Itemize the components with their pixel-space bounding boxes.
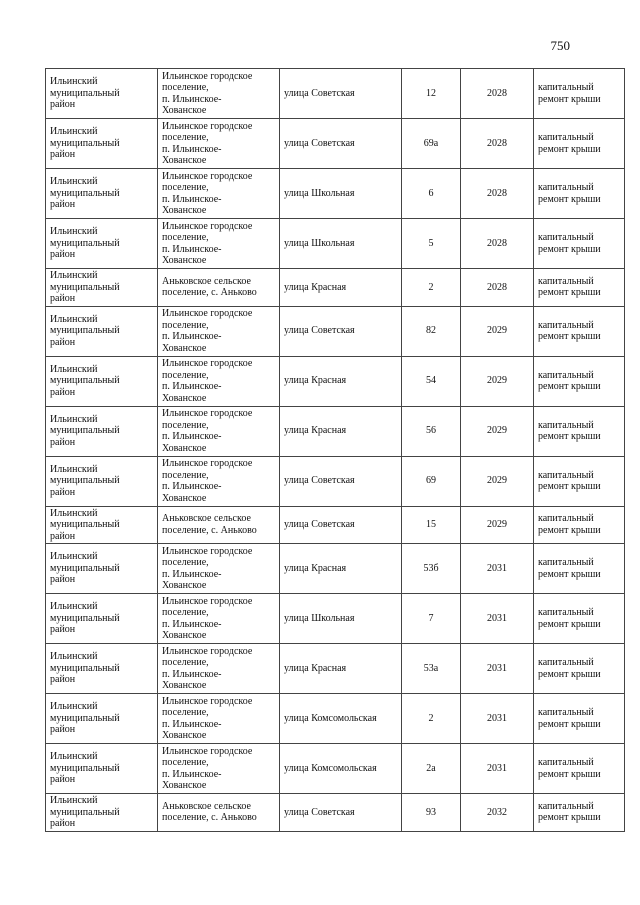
district-cell-line: район bbox=[50, 436, 76, 448]
work-type-cell-line: ремонт крыши bbox=[538, 812, 601, 824]
district-cell-line: Ильинский bbox=[50, 270, 98, 281]
year-cell: 2028 bbox=[461, 169, 534, 219]
settlement-cell-line: Хованское bbox=[162, 105, 207, 116]
house-number-cell: 7 bbox=[402, 594, 461, 644]
work-type-cell-line: капитальный bbox=[538, 800, 594, 812]
settlement-cell-line: поселение, bbox=[162, 419, 209, 431]
street-cell: улица Школьная bbox=[280, 169, 402, 219]
table-row bbox=[46, 506, 625, 544]
work-type-cell bbox=[534, 356, 625, 406]
settlement-cell bbox=[158, 306, 280, 356]
district-cell-line: район bbox=[50, 293, 76, 304]
house-number-cell: 2 bbox=[402, 269, 461, 307]
district-cell-line: район bbox=[50, 249, 76, 261]
settlement-cell-line: п. Ильинское- bbox=[162, 768, 222, 780]
settlement-cell bbox=[158, 694, 280, 744]
settlement-cell-line: Ильинское городское bbox=[162, 70, 253, 82]
district-cell-line: Ильинский bbox=[50, 795, 98, 806]
district-cell-line: Ильинский bbox=[50, 551, 98, 563]
work-type-cell-line: ремонт крыши bbox=[538, 718, 601, 730]
table-row bbox=[46, 694, 625, 744]
work-type-cell-line: капитальный bbox=[538, 557, 594, 568]
street-cell: улица Советская bbox=[280, 506, 402, 544]
settlement-cell bbox=[158, 794, 280, 832]
district-cell bbox=[46, 169, 158, 219]
work-type-cell-line: капитальный bbox=[538, 369, 594, 381]
district-cell-line: Ильинский bbox=[50, 363, 98, 375]
work-type-cell-line: капитальный bbox=[538, 132, 594, 143]
table-row bbox=[46, 69, 625, 119]
district-cell bbox=[46, 694, 158, 744]
house-number-cell: 53а bbox=[402, 644, 461, 694]
work-type-cell-line: ремонт крыши bbox=[538, 93, 601, 105]
house-number-cell: 6 bbox=[402, 169, 461, 219]
street-cell: улица Красная bbox=[280, 544, 402, 594]
district-cell bbox=[46, 644, 158, 694]
year-cell: 2028 bbox=[461, 269, 534, 307]
settlement-cell-line: поселение, bbox=[162, 607, 209, 618]
settlement-cell bbox=[158, 269, 280, 307]
district-cell-line: Ильинский bbox=[50, 413, 98, 425]
settlement-cell-line: поселение, с. Аньково bbox=[162, 524, 257, 536]
settlement-cell-line: п. Ильинское- bbox=[162, 331, 222, 342]
work-type-cell-line: ремонт крыши bbox=[538, 618, 601, 630]
settlement-cell bbox=[158, 594, 280, 644]
settlement-cell-line: п. Ильинское- bbox=[162, 618, 222, 630]
settlement-cell-line: Хованское bbox=[162, 255, 207, 266]
work-type-cell bbox=[534, 119, 625, 169]
table-row bbox=[46, 119, 625, 169]
street-cell: улица Советская bbox=[280, 119, 402, 169]
settlement-cell-line: п. Ильинское- bbox=[162, 568, 222, 580]
year-cell: 2031 bbox=[461, 694, 534, 744]
table-row bbox=[46, 794, 625, 832]
settlement-cell bbox=[158, 69, 280, 119]
work-type-cell-line: капитальный bbox=[538, 707, 594, 718]
work-type-cell-line: капитальный bbox=[538, 275, 594, 287]
table-row bbox=[46, 456, 625, 506]
settlement-cell-line: поселение, bbox=[162, 132, 209, 143]
settlement-cell-line: Хованское bbox=[162, 730, 207, 741]
house-number-cell: 56 bbox=[402, 406, 461, 456]
settlement-cell-line: Ильинское городское bbox=[162, 220, 253, 232]
work-type-cell-line: ремонт крыши bbox=[538, 431, 601, 442]
work-type-cell-line: ремонт крыши bbox=[538, 193, 601, 205]
settlement-cell-line: п. Ильинское- bbox=[162, 718, 222, 730]
work-type-cell-line: ремонт крыши bbox=[538, 243, 601, 255]
work-type-cell-line: капитальный bbox=[538, 182, 594, 193]
year-cell: 2031 bbox=[461, 744, 534, 794]
district-cell-line: Ильинский bbox=[50, 701, 98, 713]
table-row bbox=[46, 269, 625, 307]
district-cell-line: район bbox=[50, 149, 76, 161]
house-number-cell: 82 bbox=[402, 306, 461, 356]
district-cell-line: муниципальный bbox=[50, 762, 120, 774]
work-type-cell-line: капитальный bbox=[538, 82, 594, 93]
work-type-cell bbox=[534, 169, 625, 219]
settlement-cell bbox=[158, 406, 280, 456]
table-row bbox=[46, 406, 625, 456]
year-cell: 2029 bbox=[461, 306, 534, 356]
settlement-cell-line: Ильинское городское bbox=[162, 120, 253, 132]
year-cell: 2031 bbox=[461, 594, 534, 644]
house-number-cell: 2а bbox=[402, 744, 461, 794]
district-cell-line: район bbox=[50, 574, 76, 586]
district-cell bbox=[46, 544, 158, 594]
year-cell: 2029 bbox=[461, 356, 534, 406]
work-type-cell bbox=[534, 694, 625, 744]
district-cell-line: Ильинский bbox=[50, 601, 98, 613]
work-type-cell-line: ремонт крыши bbox=[538, 287, 601, 299]
year-cell: 2031 bbox=[461, 644, 534, 694]
year-cell: 2028 bbox=[461, 69, 534, 119]
district-cell-line: Ильинский bbox=[50, 226, 98, 238]
year-cell: 2031 bbox=[461, 544, 534, 594]
street-cell: улица Советская bbox=[280, 456, 402, 506]
settlement-cell-line: Хованское bbox=[162, 392, 207, 404]
street-cell: улица Красная bbox=[280, 406, 402, 456]
settlement-cell-line: Хованское bbox=[162, 492, 207, 504]
district-cell-line: район bbox=[50, 724, 76, 736]
street-cell: улица Красная bbox=[280, 269, 402, 307]
settlement-cell-line: п. Ильинское- bbox=[162, 143, 222, 155]
district-cell-line: район bbox=[50, 774, 76, 786]
year-cell: 2029 bbox=[461, 456, 534, 506]
district-cell-line: Ильинский bbox=[50, 126, 98, 138]
settlement-cell bbox=[158, 644, 280, 694]
settlement-cell-line: поселение, bbox=[162, 232, 209, 243]
district-cell-line: Ильинский bbox=[50, 76, 98, 88]
settlement-cell bbox=[158, 219, 280, 269]
house-number-cell: 69 bbox=[402, 456, 461, 506]
work-type-cell bbox=[534, 744, 625, 794]
settlement-cell-line: п. Ильинское- bbox=[162, 431, 222, 442]
district-cell-line: Ильинский bbox=[50, 463, 98, 475]
district-cell-line: район bbox=[50, 624, 76, 636]
year-cell: 2028 bbox=[461, 219, 534, 269]
settlement-cell-line: поселение, bbox=[162, 369, 209, 381]
work-type-cell-line: ремонт крыши bbox=[538, 481, 601, 492]
settlement-cell-line: Хованское bbox=[162, 780, 207, 791]
work-type-cell-line: ремонт крыши bbox=[538, 143, 601, 155]
district-cell-line: район bbox=[50, 199, 76, 211]
year-cell: 2028 bbox=[461, 119, 534, 169]
house-number-cell: 15 bbox=[402, 506, 461, 544]
district-cell-line: муниципальный bbox=[50, 519, 120, 530]
year-cell: 2029 bbox=[461, 406, 534, 456]
work-type-cell-line: ремонт крыши bbox=[538, 768, 601, 780]
work-type-cell-line: ремонт крыши bbox=[538, 668, 601, 680]
district-cell bbox=[46, 269, 158, 307]
district-cell-line: Ильинский bbox=[50, 507, 98, 519]
settlement-cell-line: поселение, bbox=[162, 82, 209, 93]
table-row bbox=[46, 219, 625, 269]
table-row bbox=[46, 356, 625, 406]
district-cell-line: муниципальный bbox=[50, 806, 120, 818]
settlement-cell-line: Хованское bbox=[162, 205, 207, 216]
work-type-cell bbox=[534, 544, 625, 594]
district-cell-line: Ильинский bbox=[50, 651, 98, 663]
district-cell-line: район bbox=[50, 386, 76, 398]
settlement-cell-line: Хованское bbox=[162, 155, 207, 166]
table-row bbox=[46, 169, 625, 219]
year-cell: 2032 bbox=[461, 794, 534, 832]
district-cell bbox=[46, 594, 158, 644]
settlement-cell-line: Ильинское городское bbox=[162, 545, 253, 557]
district-cell-line: муниципальный bbox=[50, 475, 120, 487]
work-type-cell bbox=[534, 69, 625, 119]
settlement-cell-line: поселение, bbox=[162, 182, 209, 193]
settlement-cell bbox=[158, 356, 280, 406]
work-type-cell-line: ремонт крыши bbox=[538, 524, 601, 536]
table-row bbox=[46, 306, 625, 356]
work-type-cell bbox=[534, 794, 625, 832]
district-cell-line: район bbox=[50, 818, 76, 829]
district-cell-line: муниципальный bbox=[50, 662, 120, 674]
settlement-cell bbox=[158, 506, 280, 544]
district-cell-line: муниципальный bbox=[50, 562, 120, 574]
district-cell-line: муниципальный bbox=[50, 281, 120, 293]
district-cell-line: район bbox=[50, 674, 76, 686]
settlement-cell-line: поселение, bbox=[162, 707, 209, 718]
house-number-cell: 54 bbox=[402, 356, 461, 406]
district-cell bbox=[46, 356, 158, 406]
table-row bbox=[46, 744, 625, 794]
street-cell: улица Советская bbox=[280, 69, 402, 119]
settlement-cell bbox=[158, 456, 280, 506]
year-cell: 2029 bbox=[461, 506, 534, 544]
district-cell-line: район bbox=[50, 99, 76, 111]
district-cell bbox=[46, 456, 158, 506]
work-type-cell-line: капитальный bbox=[538, 607, 594, 618]
house-number-cell: 5 bbox=[402, 219, 461, 269]
settlement-cell-line: п. Ильинское- bbox=[162, 243, 222, 255]
district-cell bbox=[46, 506, 158, 544]
settlement-cell-line: поселение, bbox=[162, 757, 209, 768]
settlement-cell-line: Ильинское городское bbox=[162, 458, 253, 469]
settlement-cell-line: Ильинское городское bbox=[162, 308, 253, 319]
house-number-cell: 53б bbox=[402, 544, 461, 594]
district-cell bbox=[46, 406, 158, 456]
district-cell-line: муниципальный bbox=[50, 187, 120, 199]
street-cell: улица Красная bbox=[280, 356, 402, 406]
house-number-cell: 69а bbox=[402, 119, 461, 169]
house-number-cell: 93 bbox=[402, 794, 461, 832]
settlement-cell-line: Ильинское городское bbox=[162, 358, 253, 369]
district-cell-line: муниципальный bbox=[50, 237, 120, 249]
work-type-cell bbox=[534, 219, 625, 269]
district-cell bbox=[46, 306, 158, 356]
settlement-cell-line: Ильинское городское bbox=[162, 170, 253, 182]
settlement-cell-line: п. Ильинское- bbox=[162, 381, 222, 392]
settlement-cell-line: поселение, bbox=[162, 469, 209, 481]
district-cell-line: муниципальный bbox=[50, 375, 120, 387]
district-cell-line: район bbox=[50, 336, 76, 348]
settlement-cell bbox=[158, 744, 280, 794]
house-number-cell: 12 bbox=[402, 69, 461, 119]
settlement-cell-line: Аньковское сельское bbox=[162, 275, 251, 287]
settlement-cell-line: п. Ильинское- bbox=[162, 193, 222, 205]
district-cell-line: район bbox=[50, 486, 76, 498]
work-type-cell-line: ремонт крыши bbox=[538, 568, 601, 580]
work-type-cell-line: капитальный bbox=[538, 657, 594, 668]
work-type-cell bbox=[534, 406, 625, 456]
settlement-cell-line: Аньковское сельское bbox=[162, 513, 251, 525]
settlement-cell bbox=[158, 119, 280, 169]
settlement-cell-line: п. Ильинское- bbox=[162, 668, 222, 680]
street-cell: улица Комсомольская bbox=[280, 694, 402, 744]
settlement-cell-line: Хованское bbox=[162, 680, 207, 691]
district-cell-line: муниципальный bbox=[50, 325, 120, 337]
settlement-cell-line: п. Ильинское- bbox=[162, 481, 222, 492]
work-type-cell-line: капитальный bbox=[538, 469, 594, 481]
district-cell-line: Ильинский bbox=[50, 751, 98, 763]
district-cell bbox=[46, 119, 158, 169]
work-type-cell-line: ремонт крыши bbox=[538, 381, 601, 392]
district-cell-line: муниципальный bbox=[50, 87, 120, 99]
work-type-cell bbox=[534, 269, 625, 307]
work-type-cell bbox=[534, 306, 625, 356]
settlement-cell-line: Хованское bbox=[162, 342, 207, 354]
district-cell bbox=[46, 794, 158, 832]
page-number: 750 bbox=[550, 38, 570, 53]
settlement-cell-line: Ильинское городское bbox=[162, 745, 253, 757]
district-cell-line: муниципальный bbox=[50, 612, 120, 624]
work-type-cell bbox=[534, 644, 625, 694]
settlement-cell bbox=[158, 544, 280, 594]
street-cell: улица Советская bbox=[280, 794, 402, 832]
district-cell bbox=[46, 69, 158, 119]
district-cell-line: муниципальный bbox=[50, 712, 120, 724]
settlement-cell-line: Хованское bbox=[162, 630, 207, 641]
work-type-cell-line: капитальный bbox=[538, 319, 594, 331]
work-type-cell bbox=[534, 456, 625, 506]
district-cell bbox=[46, 219, 158, 269]
district-cell bbox=[46, 744, 158, 794]
district-cell-line: Ильинский bbox=[50, 313, 98, 325]
table-row bbox=[46, 644, 625, 694]
work-type-cell-line: капитальный bbox=[538, 757, 594, 768]
settlement-cell-line: поселение, bbox=[162, 319, 209, 331]
repair-schedule-table bbox=[45, 68, 625, 832]
settlement-cell-line: Хованское bbox=[162, 580, 207, 591]
settlement-cell bbox=[158, 169, 280, 219]
table-row bbox=[46, 544, 625, 594]
district-cell-line: Ильинский bbox=[50, 176, 98, 188]
district-cell-line: муниципальный bbox=[50, 425, 120, 437]
settlement-cell-line: поселение, bbox=[162, 557, 209, 568]
table-body bbox=[46, 69, 625, 832]
settlement-cell-line: Ильинское городское bbox=[162, 408, 253, 419]
settlement-cell-line: Ильинское городское bbox=[162, 595, 253, 607]
work-type-cell-line: капитальный bbox=[538, 232, 594, 243]
table-row bbox=[46, 594, 625, 644]
settlement-cell-line: Аньковское сельское bbox=[162, 800, 251, 812]
house-number-cell: 2 bbox=[402, 694, 461, 744]
work-type-cell-line: капитальный bbox=[538, 513, 594, 525]
work-type-cell bbox=[534, 506, 625, 544]
work-type-cell bbox=[534, 594, 625, 644]
work-type-cell-line: ремонт крыши bbox=[538, 331, 601, 342]
street-cell: улица Советская bbox=[280, 306, 402, 356]
district-cell-line: муниципальный bbox=[50, 137, 120, 149]
district-cell-line: район bbox=[50, 530, 76, 542]
settlement-cell-line: Хованское bbox=[162, 442, 207, 454]
settlement-cell-line: поселение, bbox=[162, 657, 209, 668]
street-cell: улица Школьная bbox=[280, 594, 402, 644]
street-cell: улица Школьная bbox=[280, 219, 402, 269]
street-cell: улица Комсомольская bbox=[280, 744, 402, 794]
settlement-cell-line: Ильинское городское bbox=[162, 645, 253, 657]
settlement-cell-line: поселение, с. Аньково bbox=[162, 287, 257, 299]
settlement-cell-line: Ильинское городское bbox=[162, 695, 253, 707]
work-type-cell-line: капитальный bbox=[538, 419, 594, 431]
settlement-cell-line: п. Ильинское- bbox=[162, 93, 222, 105]
street-cell: улица Красная bbox=[280, 644, 402, 694]
settlement-cell-line: поселение, с. Аньково bbox=[162, 812, 257, 824]
